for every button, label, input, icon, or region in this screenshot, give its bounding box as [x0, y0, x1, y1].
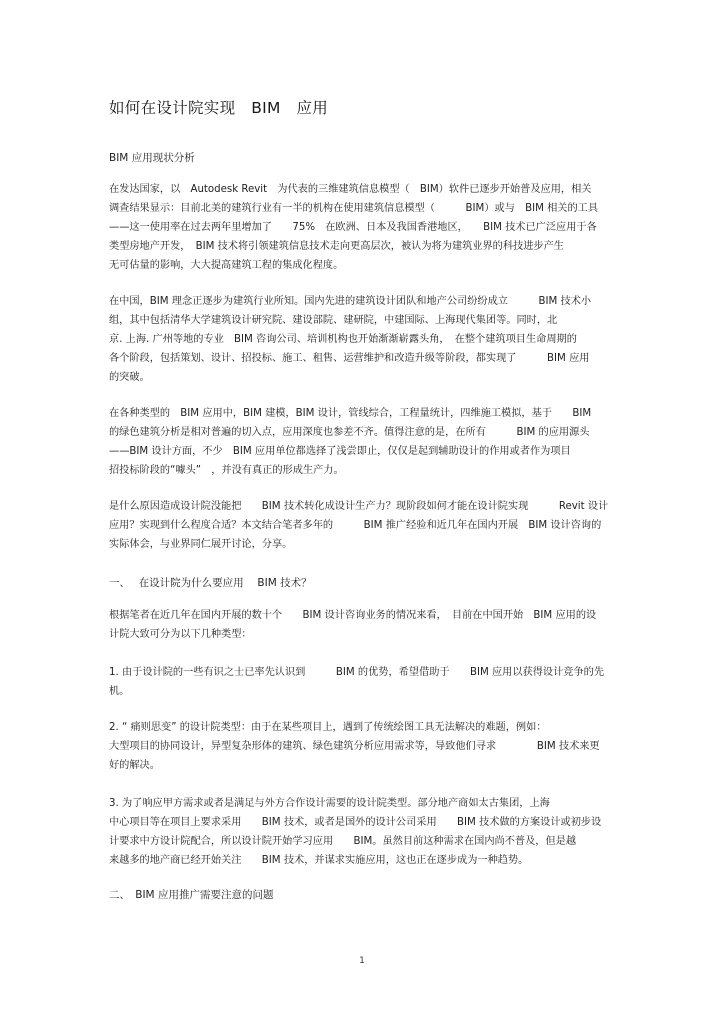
text-line: 机。 — [109, 686, 130, 697]
paragraph-bim-applications — [109, 404, 619, 480]
text-line: 组，其中包括清华大学建筑设计研究院、建设部院、建研院，中建国际、上海现代集团等。同时，北 — [109, 315, 558, 326]
text-line: 好的解决。 — [109, 760, 160, 771]
text-line: 根据笔者在近几年在国内开展的数十个 BIM 设计咨询业务的情况来看， 目前在中国开始 BIM 应用的设 — [109, 610, 597, 621]
section-heading-one: 一、 在设计院为什么要应用 BIM 技术？ — [109, 577, 312, 589]
text-line: 的突破。 — [109, 372, 150, 383]
page-number: 1 — [359, 956, 365, 966]
text-line: 招投标阶段的“噱头” ，并没有真正的形成生产力。 — [109, 465, 344, 476]
text-line: 实际体会，与业界同仁展开讨论，分享。 — [109, 539, 293, 550]
text-line: 类型房地产开发， BIM 技术将引领建筑信息技术走向更高层次，被认为将为建筑业界的科技进步产生 — [109, 241, 564, 252]
paragraph-design-institute-types — [109, 606, 619, 644]
text-line: 在中国，BIM 理念正逐步为建筑行业所知。国内先进的建筑设计团队和地产公司纷纷成立 BIM 技术小 — [109, 296, 592, 307]
text-line: 2. “ 痛则思变” 的设计院类型：由于在某些项目上，遇到了传统绘图工具无法解决的难题，例如： — [109, 722, 547, 733]
section-subtitle: BIM 应用现状分析 — [109, 152, 195, 164]
text-line: 在各种类型的 BIM 应用中，BIM 建模，BIM 设计，管线综合，工程量统计，四维施工模拟，基于 BIM — [109, 408, 592, 419]
paragraph-questions — [109, 497, 619, 554]
section-heading-two: 二、 BIM 应用推广需要注意的问题 — [109, 889, 274, 901]
text-line: 中心项目等在项目上要求采用 BIM 技术，或者是国外的设计公司采用 BIM 技术做的方案设计或初步设 — [109, 817, 602, 828]
list-item-type-three — [109, 794, 619, 870]
text-line: 在发达国家，以 Autodesk Revit 为代表的三维建筑信息模型（ BIM）软件已逐步开始普及应用，相关 — [109, 184, 592, 195]
text-line: 调查结果显示：目前北美的建筑行业有一半的机构在使用建筑信息模型（ BIM）或与 BIM 相关的工具 — [109, 203, 599, 214]
text-line: 1. 由于设计院的一些有识之士已率先认识到 BIM 的优势，希望借助于 BIM 应用以获得设计竞争的先 — [109, 667, 605, 678]
text-line: 无可估量的影响，大大提高建筑工程的集成化程度。 — [109, 260, 344, 271]
text-line: 应用？实现到什么程度合适？本文结合笔者多年的 BIM 推广经验和近几年在国内开展 BIM 设计咨询的 — [109, 520, 602, 531]
text-line: 是什么原因造成设计院没能把 BIM 技术转化成设计生产力？现阶段如何才能在设计院实现 Revit 设计 — [109, 501, 609, 512]
text-line: 大型项目的协同设计，异型复杂形体的建筑、绿色建筑分析应用需求等，导致他们寻求 BIM 技术来更 — [109, 741, 600, 752]
text-line: 3. 为了响应甲方需求或者是满足与外方合作设计需要的设计院类型。部分地产商如太古集团，上海 — [109, 798, 550, 809]
page-title: 如何在设计院实现 BIM 应用 — [109, 99, 329, 117]
text-line: ——BIM 设计方面，不少 BIM 应用单位都选择了浅尝即止，仅仅是起到辅助设计的作用或者作为项目 — [109, 446, 571, 457]
text-line: 来越多的地产商已经开始关注 BIM 技术，并谋求实施应用，这也正在逐步成为一种趋势。 — [109, 855, 529, 866]
list-item-type-one — [109, 663, 619, 701]
list-item-type-two — [109, 718, 619, 775]
paragraph-china-status — [109, 292, 619, 387]
text-line: ——这一使用率在过去两年里增加了 75% 在欧洲、日本及我国香港地区， BIM 技术已广泛应用于各 — [109, 222, 597, 233]
text-line: 计院大致可分为以下几种类型： — [109, 629, 252, 640]
paragraph-intro-overseas — [109, 180, 619, 275]
text-line: 京. 上海. 广州等地的专业 BIM 咨询公司、培训机构也开始渐渐崭露头角， 在整个建筑项目生命周期的 — [109, 334, 577, 345]
text-line: 各个阶段，包括策划、设计、招投标、施工、租售、运营维护和改造升级等阶段，都实现了 BIM 应用 — [109, 353, 590, 364]
text-line: 的绿色建筑分析是相对普遍的切入点，应用深度也参差不齐。值得注意的是，在所有 BIM 的应用源头 — [109, 427, 590, 438]
text-line: 计要求中方设计院配合，所以设计院开始学习应用 BIM。虽然目前这种需求在国内尚不普及，但是越 — [109, 836, 577, 847]
